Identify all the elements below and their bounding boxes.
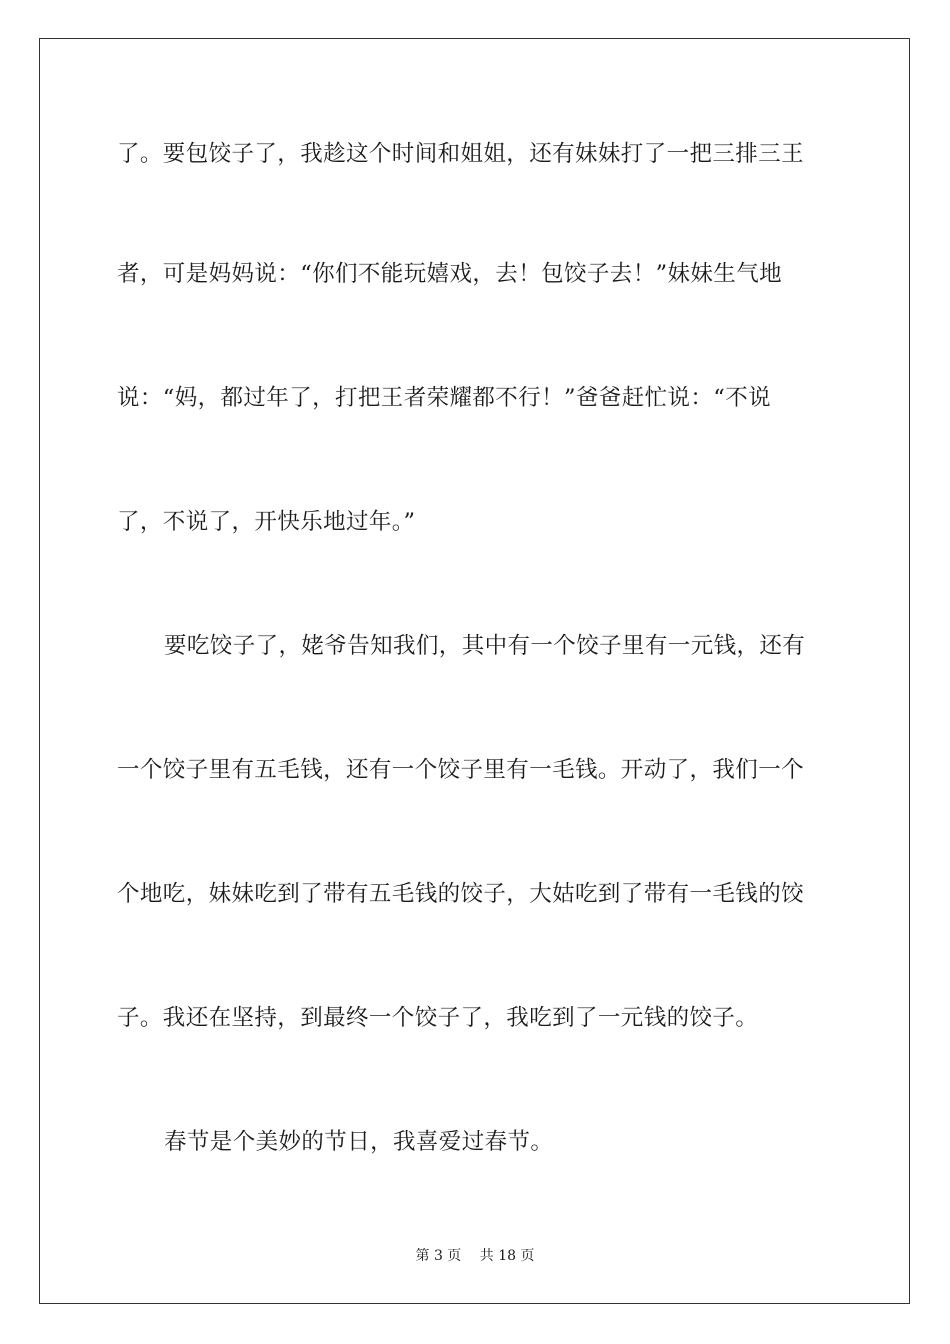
text-line: 一个饺子里有五毛钱，还有一个饺子里有一毛钱。开动了，我们一个	[117, 757, 805, 783]
text-line: 个地吃，妹妹吃到了带有五毛钱的饺子，大姑吃到了带有一毛钱的饺	[117, 881, 805, 907]
text-line: 说：“妈，都过年了，打把王者荣耀都不行！”爸爸赶忙说：“不说	[117, 385, 772, 411]
paragraph-first-line: 春节是个美妙的节日，我喜爱过春节。	[164, 1129, 554, 1155]
text-line: 了，不说了，开快乐地过年。”	[117, 509, 416, 535]
text-line: 了。要包饺子了，我趁这个时间和姐姐，还有妹妹打了一把三排三王	[117, 141, 805, 167]
paragraph-first-line: 要吃饺子了，姥爷告知我们，其中有一个饺子里有一元钱，还有	[164, 633, 806, 659]
page-border	[39, 38, 910, 1304]
page-number-footer: 第 3 页 共 18 页	[415, 1248, 535, 1264]
text-line: 者，可是妈妈说：“你们不能玩嬉戏，去！包饺子去！”妹妹生气地	[117, 261, 783, 287]
text-line: 子。我还在坚持，到最终一个饺子了，我吃到了一元钱的饺子。	[117, 1005, 759, 1031]
